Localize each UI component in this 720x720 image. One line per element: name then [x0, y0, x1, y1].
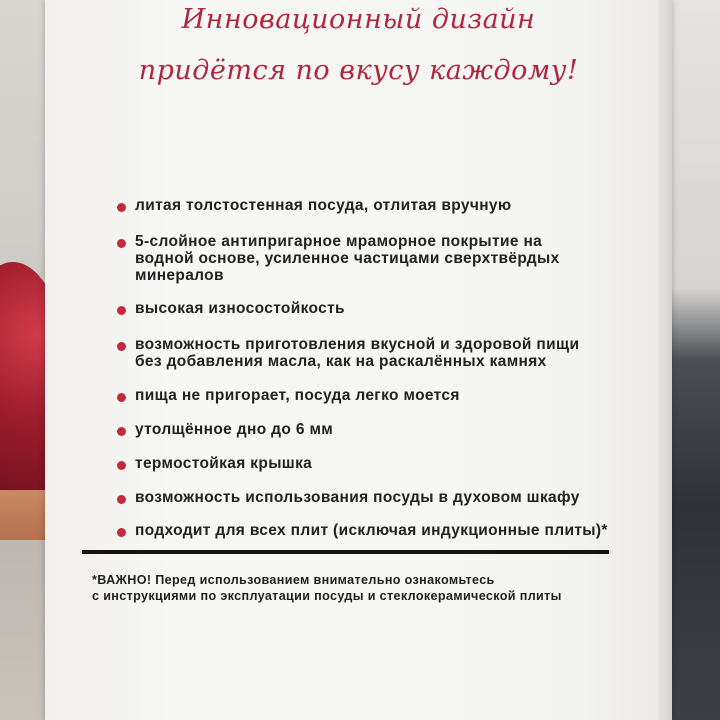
bullet-icon: [117, 427, 126, 436]
feature-text: подходит для всех плит (исключая индукционные плиты)*: [135, 522, 608, 539]
bullet-icon: [117, 495, 126, 504]
feature-item: [117, 421, 333, 438]
feature-item: [117, 489, 580, 506]
feature-text: утолщённое дно до 6 мм: [135, 421, 334, 438]
feature-item: [117, 300, 345, 317]
feature-item: [117, 197, 511, 214]
bullet-icon: [117, 528, 126, 537]
tagline-line-1: Инновационный дизайн: [181, 4, 536, 35]
important-note: *ВАЖНО! Перед использованием внимательно ознакомьтесь с инструкциями по эксплуатации посуды и стеклокерамической плиты: [92, 573, 562, 603]
divider-line: [82, 550, 609, 554]
bullet-icon: [117, 461, 126, 470]
feature-item: [117, 387, 460, 404]
bullet-icon: [117, 393, 126, 402]
product-box-panel: [45, 0, 672, 720]
feature-item: [117, 233, 560, 284]
feature-item: [117, 455, 312, 472]
tagline-line-2: придётся по вкусу каждому!: [138, 55, 579, 86]
feature-text: возможность приготовления вкусной и здоровой пищи без добавления масла, как на раскалённых камнях: [135, 336, 580, 370]
bullet-icon: [117, 306, 126, 315]
feature-text: высокая износостойкость: [135, 300, 345, 317]
feature-item: [117, 336, 579, 370]
feature-text: литая толстостенная посуда, отлитая вручную: [135, 197, 512, 214]
bullet-icon: [117, 342, 126, 351]
bullet-icon: [117, 239, 126, 248]
feature-text: термостойкая крышка: [135, 455, 313, 472]
feature-item: [117, 522, 608, 539]
feature-text: возможность использования посуды в духовом шкафу: [135, 489, 580, 506]
panel-edge-shadow: [658, 0, 672, 720]
bullet-icon: [117, 203, 126, 212]
feature-text: пища не пригорает, посуда легко моется: [135, 387, 460, 404]
feature-text: 5-слойное антипригарное мраморное покрытие на водной основе, усиленное частицами сверхтвёрдых минералов: [135, 233, 560, 284]
